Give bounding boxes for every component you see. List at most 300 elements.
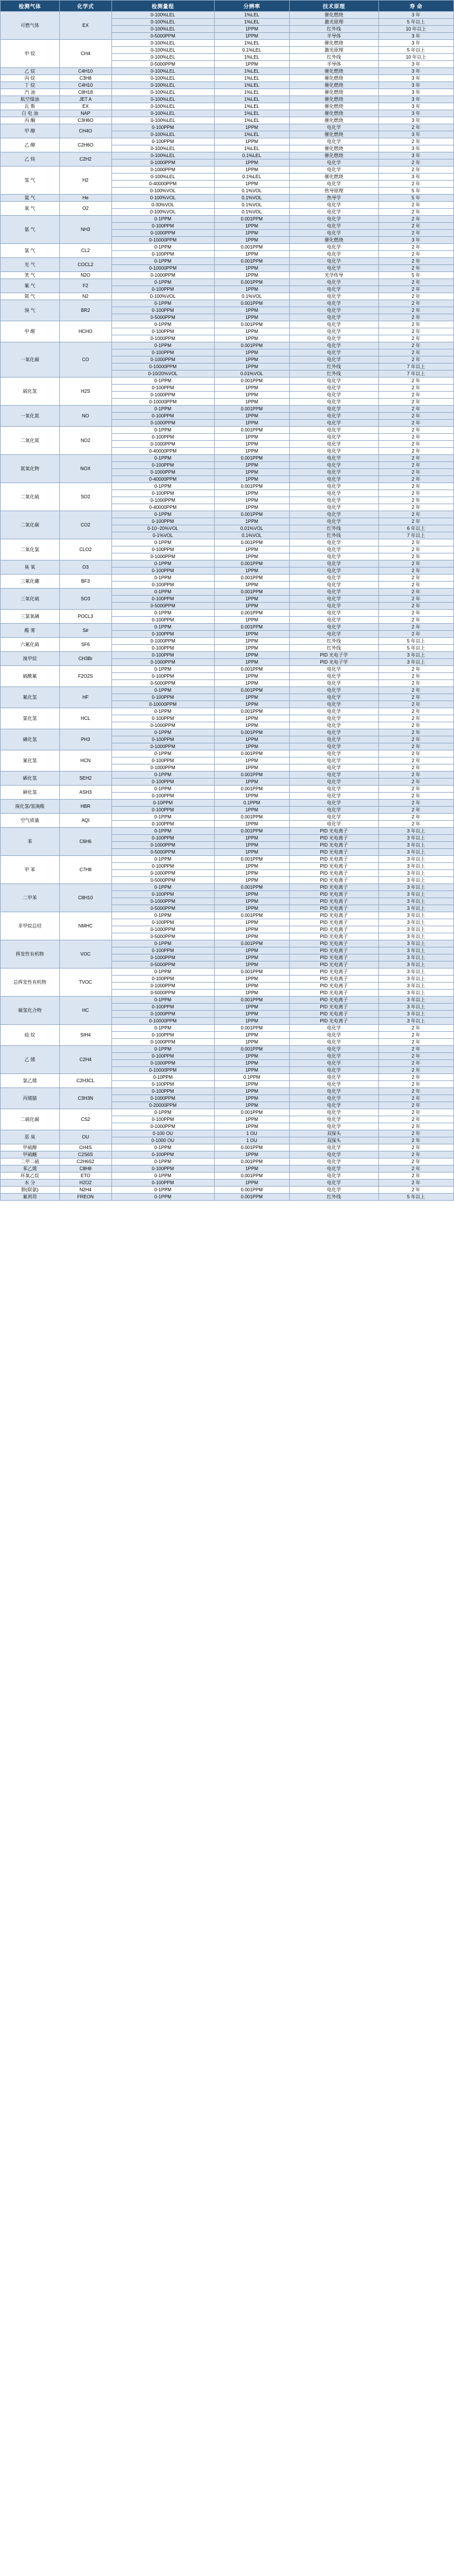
range-cell-value: 0-100PPM (151, 139, 174, 144)
gas-name-cell: 硅 烷 (1, 1025, 60, 1046)
range-cell (111, 589, 214, 610)
range-cell-value: 0-1PPM (154, 667, 172, 672)
resolution-cell-value: 1PPM (215, 715, 289, 722)
lifetime-cell-value: 2 年 (411, 688, 421, 693)
lifetime-cell (378, 997, 453, 1025)
gas-name-cell: 航空煤油 (1, 96, 60, 103)
range-cell-value: 0-100%LEL (150, 12, 175, 18)
resolution-cell-value: 0.001PPM (240, 561, 263, 566)
resolution-cell-value: 1PPM (215, 701, 289, 708)
resolution-cell-value: 1PPM (215, 1102, 289, 1109)
resolution-cell-value: 0.001PPM (240, 343, 263, 348)
resolution-cell-value: 0.001PPM (240, 216, 263, 222)
resolution-cell (214, 258, 289, 272)
technology-cell-value: 催化燃烧 (290, 173, 378, 180)
resolution-cell (214, 1173, 289, 1180)
formula-cell: NO (59, 406, 111, 427)
lifetime-cell-value: 2 年 (411, 1173, 421, 1178)
gas-sensor-spec-table-container (0, 0, 454, 1201)
range-cell-value: 0-100PPM (151, 1180, 174, 1185)
technology-cell-value: 电化学 (327, 1187, 341, 1192)
range-cell-value: 0-100%LEL (112, 18, 214, 25)
technology-cell (289, 786, 378, 800)
technology-cell-value: PID 光电离子 (320, 997, 348, 1002)
range-cell-value: 0-100PPM (112, 384, 214, 391)
range-cell-value: 0-100PPM (112, 975, 214, 982)
technology-cell-value: PID 光电离子 (290, 848, 378, 855)
technology-cell-value: 电化学 (327, 1046, 341, 1052)
technology-cell-value: 电化学 (327, 1075, 341, 1080)
technology-cell (289, 652, 378, 666)
gas-name-cell: 二氧化氯 (1, 539, 60, 560)
resolution-cell-value: 1PPM (215, 764, 289, 771)
technology-cell-value: 电化学 (290, 286, 378, 293)
resolution-cell (214, 912, 289, 940)
formula-cell: HBR (59, 800, 111, 814)
table-row (1, 1194, 454, 1201)
formula-cell: C2S6S (59, 1151, 111, 1158)
resolution-cell (214, 300, 289, 321)
range-cell (111, 772, 214, 786)
technology-cell-value: 电化学 (327, 786, 341, 791)
resolution-cell-value: 1PPM (215, 497, 289, 504)
resolution-cell-value: 1PPM (215, 792, 289, 799)
lifetime-cell-value: 2 年 (411, 624, 421, 630)
lifetime-cell (378, 772, 453, 786)
range-cell-value: 0-1000PPM (112, 419, 214, 426)
table-row (1, 828, 454, 856)
range-cell-value: 0-20000PPM (112, 1102, 214, 1109)
lifetime-cell-value: 2 年 (411, 512, 421, 517)
lifetime-cell-value: 3 年以上 (406, 969, 425, 974)
lifetime-cell-value: 2 年 (379, 222, 453, 229)
technology-cell-value: 催化燃烧 (324, 104, 344, 109)
table-row (1, 455, 454, 483)
technology-cell (289, 1165, 378, 1173)
resolution-cell (214, 560, 289, 575)
technology-cell (289, 12, 378, 40)
range-cell-value: 0-1PPM (154, 259, 172, 264)
range-cell-value: 0-1000PPM (112, 468, 214, 475)
technology-cell-value: 电化学 (290, 433, 378, 440)
technology-cell (289, 272, 378, 279)
lifetime-cell (378, 124, 453, 138)
range-cell-value: 0-100%LEL (150, 153, 175, 158)
lifetime-cell-value: 2 年 (379, 553, 453, 560)
technology-cell (289, 1151, 378, 1158)
lifetime-cell-value: 3 年以上 (379, 658, 453, 665)
lifetime-cell (378, 638, 453, 652)
range-cell-value: 0-100PPM (112, 778, 214, 785)
formula-cell: HCHO (59, 321, 111, 342)
lifetime-cell-value: 2 年 (411, 709, 421, 714)
lifetime-cell-value: 5 年以上 (379, 18, 453, 25)
range-cell-value: 0-1PPM (154, 1110, 172, 1115)
range-cell (111, 884, 214, 912)
range-cell-value: 0-100PPM (112, 461, 214, 468)
range-cell-value: 0-1PPM (154, 280, 172, 285)
resolution-cell-value: 0.1PPM (243, 1075, 260, 1080)
header-range: 检测量程 (111, 1, 214, 12)
resolution-cell-value: 1PPM (215, 848, 289, 855)
resolution-cell (214, 968, 289, 997)
lifetime-cell-value: 2 年 (411, 125, 421, 130)
resolution-cell (214, 729, 289, 750)
range-cell-value: 0-1PPM (154, 997, 172, 1002)
formula-cell: NO2 (59, 427, 111, 455)
gas-name-cell: 乙 烷 (1, 68, 60, 75)
range-cell-value: 0-100PPM (112, 490, 214, 497)
range-cell-value: 0-100%LEL (150, 76, 175, 81)
resolution-cell-value: 1%LEL (244, 40, 260, 46)
lifetime-cell (378, 152, 453, 166)
technology-cell-value: 电化学 (290, 419, 378, 426)
range-cell-value: 0-10~20%VOL (112, 525, 214, 532)
technology-cell-value: 电化学 (327, 540, 341, 545)
range-cell-value: 0-40000PPM (112, 475, 214, 482)
gas-name-cell: 甲 烷 (1, 40, 60, 68)
range-cell (111, 624, 214, 638)
resolution-cell (214, 786, 289, 800)
lifetime-cell-value: 2 年 (411, 540, 421, 545)
resolution-cell (214, 687, 289, 708)
range-cell-value: 0-100PPM (112, 736, 214, 743)
resolution-cell-value: 1PPM (215, 440, 289, 447)
technology-cell (289, 152, 378, 166)
lifetime-cell-value: 2 年 (379, 701, 453, 708)
range-cell-value: 0-100PPM (112, 595, 214, 602)
range-cell (111, 1158, 214, 1165)
technology-cell (289, 293, 378, 300)
resolution-cell (214, 1046, 289, 1074)
resolution-cell-value: 0.1%VOL (215, 208, 289, 215)
lifetime-cell-value: 2 年 (379, 1095, 453, 1102)
resolution-cell-value: 1%LEL (215, 131, 289, 138)
range-cell (111, 912, 214, 940)
table-row (1, 138, 454, 152)
technology-cell-value: 电化学 (290, 1116, 378, 1123)
lifetime-cell (378, 624, 453, 638)
range-cell (111, 1180, 214, 1187)
table-row (1, 68, 454, 75)
lifetime-cell-value: 2 年 (379, 1038, 453, 1045)
resolution-cell-value: 1PPM (215, 222, 289, 229)
technology-cell (289, 1173, 378, 1180)
technology-cell-value: 电化学 (327, 456, 341, 461)
technology-cell-value: 激光原理 (290, 18, 378, 25)
resolution-cell-value: 1PPM (215, 447, 289, 454)
resolution-cell (214, 427, 289, 455)
table-row (1, 1144, 454, 1151)
technology-cell (289, 40, 378, 68)
resolution-cell-value: 0.001PPM (240, 427, 263, 433)
resolution-cell-value: 0.001PPM (240, 259, 263, 264)
formula-cell: C2H6S2 (59, 1158, 111, 1165)
resolution-cell-value: 0.001PPM (240, 857, 263, 862)
technology-cell (289, 110, 378, 117)
resolution-cell (214, 772, 289, 786)
resolution-cell-value: 1PPM (215, 694, 289, 701)
range-cell-value: 0-5000PPM (112, 905, 214, 912)
gas-name-cell: 氯化氢 (1, 708, 60, 729)
technology-cell (289, 321, 378, 342)
range-cell-value: 0-100PPM (112, 1031, 214, 1038)
range-cell-value: 0-1PPM (154, 941, 172, 946)
range-cell-value: 0-1000PPM (150, 167, 175, 172)
technology-cell-value: 半导体 (290, 60, 378, 67)
technology-cell (289, 1158, 378, 1165)
gas-name-cell: 苯乙烯 (1, 1165, 60, 1173)
resolution-cell (214, 40, 289, 68)
technology-cell (289, 687, 378, 708)
technology-cell-value: 电化学 (327, 709, 341, 714)
lifetime-cell-value: 2 年 (411, 139, 421, 144)
resolution-cell-value: 1PPM (215, 349, 289, 356)
gas-name-cell: 苯 (1, 828, 60, 856)
formula-cell: C4H10 (59, 68, 111, 75)
lifetime-cell-value: 2 年 (379, 1052, 453, 1059)
range-cell (111, 293, 214, 300)
resolution-cell-value: 0.1%VOL (242, 202, 262, 208)
range-cell (111, 82, 214, 89)
resolution-cell (214, 997, 289, 1025)
resolution-cell (214, 1187, 289, 1194)
range-cell (111, 342, 214, 378)
range-cell-value: 0-100PPM (112, 792, 214, 799)
technology-cell-value: 催化燃烧 (324, 111, 344, 116)
resolution-cell-value: 1PPM (215, 1052, 289, 1059)
formula-cell: CH3Br (59, 652, 111, 666)
formula-cell: C8H10 (59, 884, 111, 912)
range-cell-value: 0-10PPM (153, 800, 173, 806)
resolution-cell-value: 1%LEL (215, 145, 289, 152)
resolution-cell-value: 1PPM (245, 653, 259, 658)
range-cell-value: 0-100PPM (112, 328, 214, 335)
gas-name-cell: 环氧乙烷 (1, 1173, 60, 1180)
lifetime-cell (378, 40, 453, 68)
range-cell (111, 1109, 214, 1130)
gas-name-cell: 硫酰氟 (1, 666, 60, 687)
table-row (1, 300, 454, 321)
range-cell (111, 166, 214, 195)
lifetime-cell-value: 7 年以上 (379, 370, 453, 377)
range-cell (111, 321, 214, 342)
technology-cell-value: 电化学 (327, 1110, 341, 1115)
lifetime-cell-value: 3 年以上 (379, 982, 453, 989)
resolution-cell-value: 1PPM (215, 314, 289, 321)
lifetime-cell-value: 2 年 (379, 349, 453, 356)
technology-cell-value: 电化学 (290, 581, 378, 588)
lifetime-cell-value: 2 年 (411, 427, 421, 433)
technology-cell-value: 电化学 (290, 264, 378, 271)
range-cell-value: 0-1PPM (154, 244, 172, 250)
formula-cell: BF3 (59, 575, 111, 589)
technology-cell (289, 96, 378, 103)
resolution-cell-value: 1PPM (215, 926, 289, 933)
technology-cell-value: 电化学 (327, 772, 341, 777)
range-cell-value: 0-1000PPM (112, 1010, 214, 1017)
technology-cell-value: 电化学 (290, 180, 378, 187)
technology-cell (289, 1180, 378, 1187)
resolution-cell-value: 1PPM (215, 180, 289, 187)
lifetime-cell-value: 3 年 (411, 83, 421, 88)
lifetime-cell (378, 652, 453, 666)
technology-cell-value: 电化学 (327, 624, 341, 630)
resolution-cell-value: 0.1PPM (243, 800, 260, 806)
gas-name-cell: 甲硫醇 (1, 1144, 60, 1151)
formula-cell: CL2 (59, 244, 111, 258)
range-cell-value: 0-100%LEL (150, 90, 175, 95)
lifetime-cell-value: 3 年以上 (406, 941, 425, 946)
resolution-cell-value: 1PPM (215, 25, 289, 32)
range-cell-value: 0-100%LEL (112, 53, 214, 60)
gas-name-cell: 丁 烷 (1, 82, 60, 89)
range-cell-value: 0-10000PPM (112, 1066, 214, 1073)
lifetime-cell-value: 3 年以上 (379, 891, 453, 898)
formula-cell: H2S (59, 378, 111, 406)
lifetime-cell-value: 2 年 (411, 786, 421, 791)
gas-name-cell: 二氧化氮 (1, 427, 60, 455)
lifetime-cell (378, 800, 453, 814)
range-cell-value: 0-1PPM (154, 751, 172, 756)
resolution-cell (214, 638, 289, 652)
resolution-cell (214, 293, 289, 300)
lifetime-cell-value: 3 年 (411, 153, 421, 158)
gas-name-cell: 硫化氢 (1, 378, 60, 406)
resolution-cell-value: 1PPM (215, 1031, 289, 1038)
lifetime-cell-value: 3 年以上 (379, 989, 453, 996)
lifetime-cell-value: 3 年以上 (379, 954, 453, 961)
lifetime-cell-value: 2 年 (411, 456, 421, 461)
lifetime-cell-value: 3 年以上 (406, 885, 425, 890)
lifetime-cell-value: 2 年 (411, 1166, 421, 1171)
table-row (1, 75, 454, 82)
lifetime-cell-value: 2 年 (411, 1180, 421, 1185)
resolution-cell-value: 1PPM (215, 947, 289, 954)
range-cell-value: 0-1PPM (154, 561, 172, 566)
table-row (1, 195, 454, 202)
lifetime-cell-value: 2 年 (411, 1145, 421, 1150)
gas-name-cell: 氰化氢 (1, 750, 60, 772)
table-row (1, 378, 454, 406)
resolution-cell-value: 1PPM (215, 778, 289, 785)
lifetime-cell-value: 2 年 (411, 1131, 421, 1136)
resolution-cell-value: 1PPM (245, 1180, 259, 1185)
technology-cell-value: 电化学 (290, 1102, 378, 1109)
lifetime-cell-value: 5 年以上 (406, 638, 425, 644)
resolution-cell (214, 1109, 289, 1130)
resolution-cell-value: 1PPM (215, 32, 289, 39)
lifetime-cell (378, 258, 453, 272)
lifetime-cell-value: 2 年 (411, 730, 421, 735)
lifetime-cell (378, 293, 453, 300)
gas-name-cell: 硒化氢 (1, 772, 60, 786)
technology-cell-value: 电化学 (327, 610, 341, 616)
gas-name-cell: 六氟化硫 (1, 638, 60, 652)
range-cell-value: 0-1PPM (154, 322, 172, 327)
resolution-cell (214, 103, 289, 110)
resolution-cell-value: 0.001PPM (240, 828, 263, 834)
resolution-cell-value: 1PPM (215, 862, 289, 869)
lifetime-cell-value: 2 年 (379, 1059, 453, 1066)
technology-cell (289, 511, 378, 539)
table-row (1, 687, 454, 708)
technology-cell-value: 电化学 (327, 294, 341, 299)
resolution-cell-value: 1PPM (215, 1010, 289, 1017)
range-cell (111, 687, 214, 708)
range-cell (111, 244, 214, 258)
formula-cell: N2 (59, 293, 111, 300)
resolution-cell (214, 216, 289, 244)
formula-cell: H2O2 (59, 1180, 111, 1187)
gas-name-cell: 氯 气 (1, 244, 60, 258)
lifetime-cell (378, 1074, 453, 1088)
resolution-cell-value: 1PPM (215, 933, 289, 940)
lifetime-cell (378, 575, 453, 589)
range-cell-value: 0-1PPM (154, 814, 172, 820)
resolution-cell-value: 1PPM (215, 567, 289, 574)
lifetime-cell-value: 2 年 (379, 1137, 453, 1144)
lifetime-cell-value: 2 年 (379, 722, 453, 729)
lifetime-cell-value: 2 年 (411, 1159, 421, 1164)
header-formula: 化学式 (59, 1, 111, 12)
technology-cell-value: 电化学 (290, 1059, 378, 1066)
lifetime-cell-value: 2 年 (379, 736, 453, 743)
range-cell (111, 1130, 214, 1144)
lifetime-cell (378, 940, 453, 968)
lifetime-cell-value: 5 年以上 (379, 46, 453, 53)
technology-cell-value: 电化学 (290, 757, 378, 764)
formula-cell: BR2 (59, 300, 111, 321)
resolution-cell-value: 1PPM (215, 722, 289, 729)
technology-cell-value: 催化燃烧 (290, 236, 378, 243)
table-row (1, 40, 454, 68)
resolution-cell-value: 1PPM (215, 757, 289, 764)
lifetime-cell (378, 455, 453, 483)
lifetime-cell-value: 10 年以上 (379, 25, 453, 32)
range-cell-value: 0-1PPM (154, 1145, 172, 1150)
table-row (1, 560, 454, 575)
lifetime-cell-value: 3 年 (411, 90, 421, 95)
gas-name-cell: 可燃气体 (1, 12, 60, 40)
resolution-cell-value: 0.001PPM (240, 969, 263, 974)
lifetime-cell-value: 3 年以上 (379, 876, 453, 883)
range-cell (111, 1025, 214, 1046)
resolution-cell-value: 1PPM (215, 869, 289, 876)
lifetime-cell-value: 3 年以上 (379, 919, 453, 926)
technology-cell-value: 电化学 (327, 427, 341, 433)
technology-cell (289, 589, 378, 610)
formula-cell: AQI (59, 814, 111, 828)
range-cell (111, 195, 214, 202)
resolution-cell-value: 1PPM (215, 236, 289, 243)
lifetime-cell (378, 1165, 453, 1173)
lifetime-cell-value: 2 年 (411, 1187, 421, 1192)
lifetime-cell-value: 3 年 (379, 236, 453, 243)
range-cell-value: 0-1PPM (154, 969, 172, 974)
lifetime-cell-value: 5 年 (411, 273, 421, 278)
range-cell (111, 427, 214, 455)
lifetime-cell (378, 138, 453, 152)
lifetime-cell-value: 2 年 (379, 504, 453, 511)
lifetime-cell-value: 2 年 (379, 497, 453, 504)
range-cell-value: 0-5000PPM (112, 848, 214, 855)
range-cell-value: 0-100%LEL (150, 118, 175, 123)
table-row (1, 124, 454, 138)
lifetime-cell-value: 2 年 (379, 764, 453, 771)
resolution-cell-value: 1%LEL (215, 53, 289, 60)
range-cell-value: 0-1000PPM (112, 841, 214, 848)
